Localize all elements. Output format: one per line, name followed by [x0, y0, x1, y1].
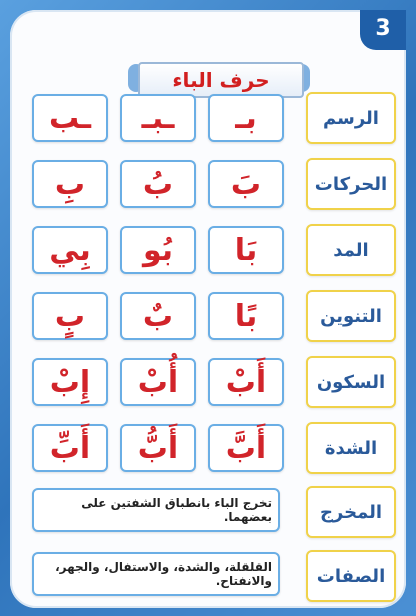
letter-cell: أُبْ — [120, 358, 196, 406]
letter-cell: بٌ — [120, 292, 196, 340]
letter-cell: أَبُّ — [120, 424, 196, 472]
letter-cell: بَا — [208, 226, 284, 274]
row-makhraj — [10, 486, 406, 538]
letter-cell: بُ — [120, 160, 196, 208]
page-number: 3 — [360, 10, 406, 50]
sifat-text: القلقلة، والشدة، والاستفال، والجهر، والانفتاح. — [32, 552, 280, 596]
letter-cell: أَبَّ — [208, 424, 284, 472]
letter-cell: ـب — [32, 94, 108, 142]
letter-cell: بًا — [208, 292, 284, 340]
letter-cell: ـبـ — [120, 94, 196, 142]
row-madd — [10, 224, 406, 276]
letter-cell: بَ — [208, 160, 284, 208]
row-label: الصفات — [306, 550, 396, 602]
row-shadda — [10, 422, 406, 474]
letter-cell: بِ — [32, 160, 108, 208]
row-label: المد — [306, 224, 396, 276]
letter-cell: إِبْ — [32, 358, 108, 406]
makhraj-text: تخرج الباء بانطباق الشفتين على بعضهما. — [32, 488, 280, 532]
letter-cell: بُو — [120, 226, 196, 274]
worksheet-page — [10, 10, 406, 608]
letter-cell: بِي — [32, 226, 108, 274]
letter-cell: أَبْ — [208, 358, 284, 406]
row-harakat — [10, 158, 406, 210]
page-title: حرف الباء — [172, 68, 270, 92]
row-rasm — [10, 92, 406, 144]
row-label: السكون — [306, 356, 396, 408]
row-sukun — [10, 356, 406, 408]
row-sifat — [10, 550, 406, 602]
row-label: التنوين — [306, 290, 396, 342]
row-label: الشدة — [306, 422, 396, 474]
letter-cell: أَبِّ — [32, 424, 108, 472]
row-label: الرسم — [306, 92, 396, 144]
row-tanwin — [10, 290, 406, 342]
letter-cell: بـ — [208, 94, 284, 142]
letter-cell: بٍ — [32, 292, 108, 340]
row-label: المخرج — [306, 486, 396, 538]
row-label: الحركات — [306, 158, 396, 210]
